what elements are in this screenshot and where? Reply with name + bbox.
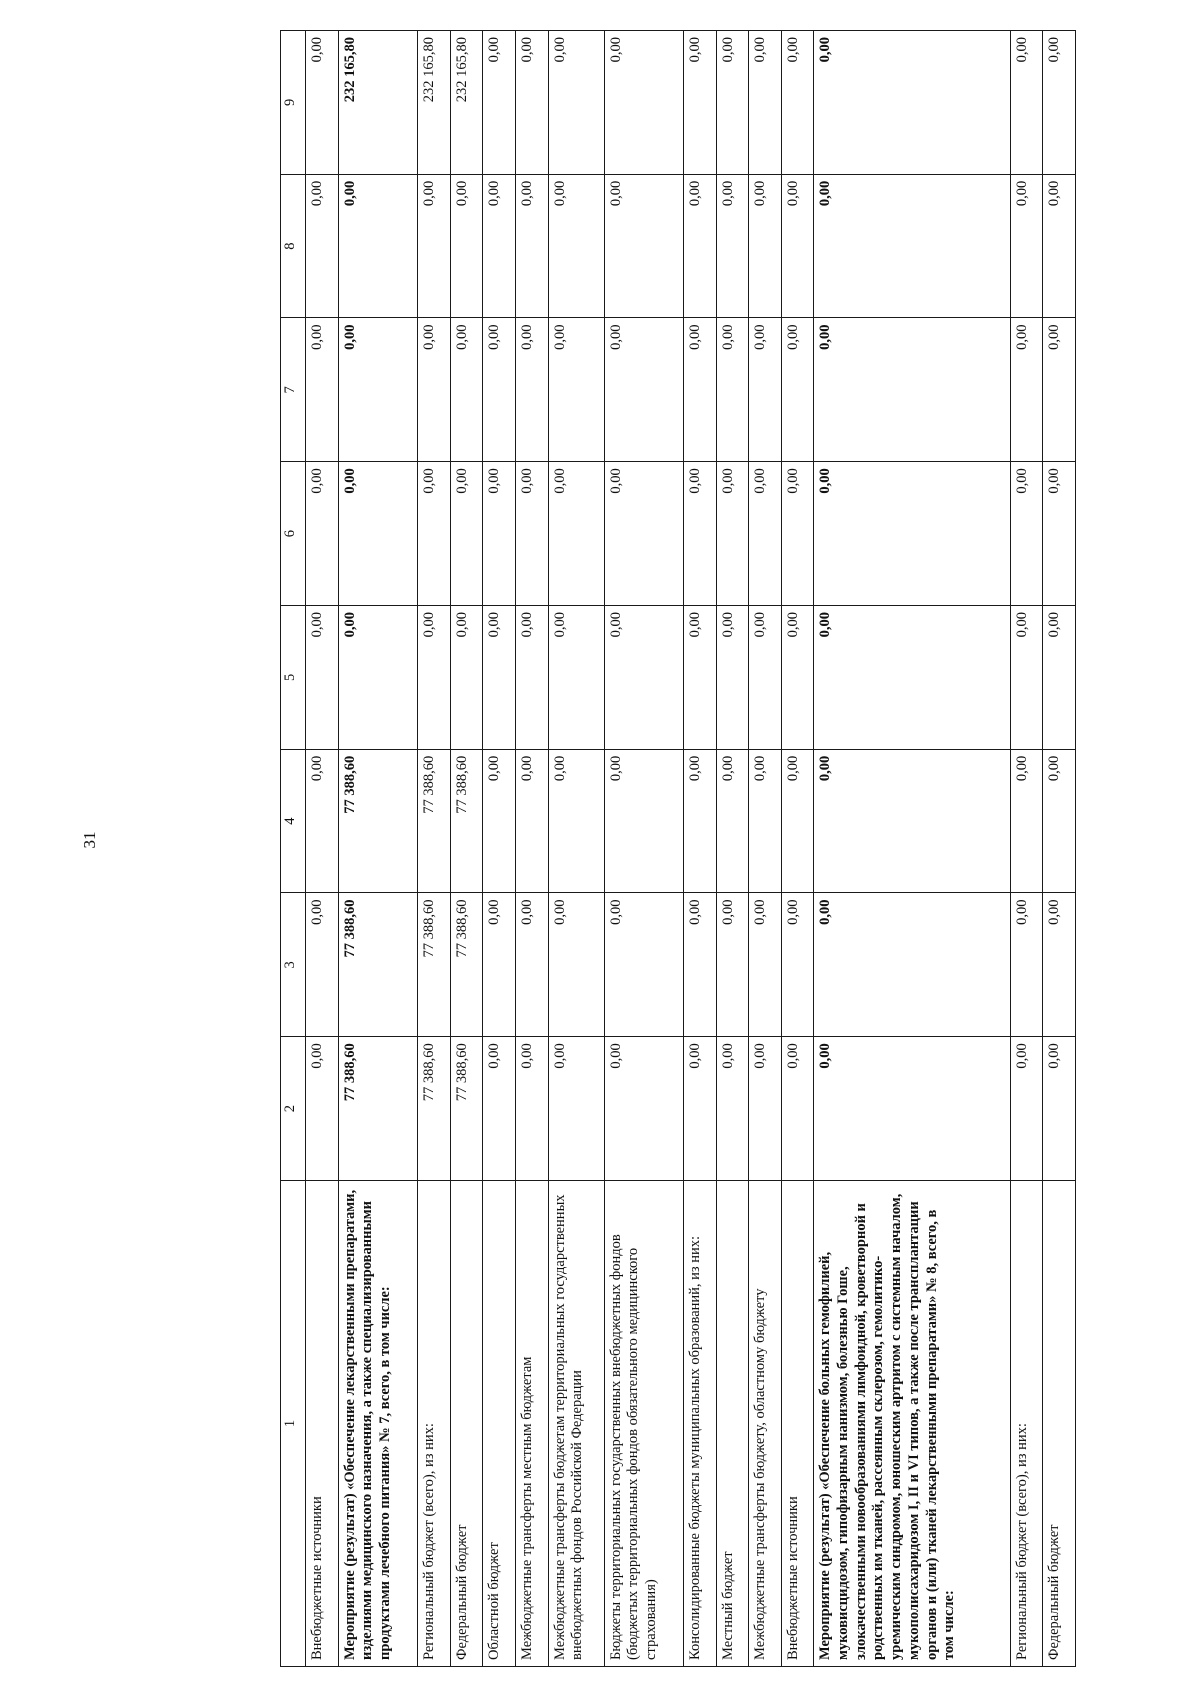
cell-value: 0,00 (515, 174, 548, 318)
cell-value: 0,00 (548, 462, 604, 606)
cell-value: 0,00 (483, 1037, 516, 1181)
cell-value: 0,00 (1043, 462, 1076, 606)
cell-value: 0,00 (306, 318, 339, 462)
cell-value: 0,00 (483, 893, 516, 1037)
cell-value: 0,00 (716, 174, 749, 318)
cell-value: 232 165,80 (418, 31, 451, 175)
cell-value: 0,00 (338, 462, 417, 606)
cell-value: 0,00 (683, 318, 716, 462)
cell-value: 0,00 (515, 318, 548, 462)
cell-value: 0,00 (306, 31, 339, 175)
cell-value: 232 165,80 (338, 31, 417, 175)
cell-value: 0,00 (604, 318, 683, 462)
table-row (683, 31, 716, 1667)
cell-value: 0,00 (683, 749, 716, 893)
cell-value: 0,00 (604, 462, 683, 606)
cell-value: 77 388,60 (418, 893, 451, 1037)
column-header-1: 1 (281, 1181, 306, 1667)
row-label: Федеральный бюджет (1043, 1181, 1076, 1667)
cell-value: 0,00 (716, 893, 749, 1037)
cell-value: 0,00 (716, 606, 749, 750)
cell-value: 0,00 (781, 893, 814, 1037)
cell-value: 0,00 (548, 31, 604, 175)
cell-value: 0,00 (418, 606, 451, 750)
table-row (418, 31, 451, 1667)
table-row (814, 31, 1010, 1667)
cell-value: 0,00 (1043, 893, 1076, 1037)
cell-value: 0,00 (515, 1037, 548, 1181)
cell-value: 77 388,60 (338, 893, 417, 1037)
cell-value: 0,00 (604, 31, 683, 175)
cell-value: 0,00 (716, 31, 749, 175)
cell-value: 0,00 (1010, 1037, 1043, 1181)
cell-value: 0,00 (749, 462, 782, 606)
budget-table-container (280, 31, 1076, 1667)
cell-value: 0,00 (683, 606, 716, 750)
cell-value: 0,00 (749, 31, 782, 175)
cell-value: 0,00 (548, 749, 604, 893)
cell-value: 77 388,60 (450, 749, 483, 893)
table-header-row (281, 31, 306, 1667)
cell-value: 0,00 (306, 462, 339, 606)
cell-value: 0,00 (1043, 1037, 1076, 1181)
cell-value: 0,00 (418, 318, 451, 462)
cell-value: 0,00 (814, 318, 1010, 462)
cell-value: 0,00 (1043, 749, 1076, 893)
table-row (604, 31, 683, 1667)
row-label: Бюджеты территориальных государственных внебюджетных фондов (бюджетых территориальных фондов обязательного медицинского страхования) (604, 1181, 683, 1667)
table-row (306, 31, 339, 1667)
column-header-6: 6 (281, 462, 306, 606)
cell-value: 0,00 (683, 1037, 716, 1181)
cell-value: 0,00 (814, 1037, 1010, 1181)
cell-value: 0,00 (450, 318, 483, 462)
cell-value: 0,00 (683, 893, 716, 1037)
cell-value: 0,00 (781, 1037, 814, 1181)
cell-value: 0,00 (683, 31, 716, 175)
cell-value: 0,00 (548, 1037, 604, 1181)
row-label: Внебюджетные источники (781, 1181, 814, 1667)
cell-value: 0,00 (781, 606, 814, 750)
budget-table (280, 30, 1076, 1667)
table-row (548, 31, 604, 1667)
cell-value: 0,00 (814, 31, 1010, 175)
cell-value: 0,00 (338, 318, 417, 462)
cell-value: 0,00 (683, 174, 716, 318)
row-label: Региональный бюджет (всего), из них: (418, 1181, 451, 1667)
row-label: Региональный бюджет (всего), из них: (1010, 1181, 1043, 1667)
cell-value: 0,00 (306, 606, 339, 750)
cell-value: 0,00 (604, 749, 683, 893)
cell-value: 77 388,60 (418, 1037, 451, 1181)
row-label: Межбюджетные трансферты местным бюджетам (515, 1181, 548, 1667)
row-label: Областной бюджет (483, 1181, 516, 1667)
table-row (781, 31, 814, 1667)
cell-value: 0,00 (781, 749, 814, 893)
cell-value: 77 388,60 (450, 1037, 483, 1181)
cell-value: 0,00 (1010, 318, 1043, 462)
cell-value: 0,00 (814, 893, 1010, 1037)
cell-value: 0,00 (781, 318, 814, 462)
row-label: Мероприятие (результат) «Обеспечение лекарственными препаратами, изделиями медицинского назначения, а также специализированными продуктами лечебного питания» № 7, всего, в том числе: (338, 1181, 417, 1667)
table-row (1010, 31, 1043, 1667)
cell-value: 0,00 (483, 174, 516, 318)
cell-value: 0,00 (1043, 606, 1076, 750)
cell-value: 0,00 (1043, 318, 1076, 462)
cell-value: 0,00 (749, 1037, 782, 1181)
cell-value: 0,00 (515, 606, 548, 750)
cell-value: 0,00 (781, 462, 814, 606)
cell-value: 0,00 (1043, 31, 1076, 175)
cell-value: 0,00 (604, 174, 683, 318)
cell-value: 0,00 (548, 606, 604, 750)
cell-value: 0,00 (515, 462, 548, 606)
cell-value: 0,00 (1043, 174, 1076, 318)
cell-value: 0,00 (450, 174, 483, 318)
column-header-2: 2 (281, 1037, 306, 1181)
cell-value: 0,00 (515, 749, 548, 893)
cell-value: 0,00 (683, 462, 716, 606)
row-label: Межбюджетные трансферты бюджету, областному бюджету (749, 1181, 782, 1667)
row-label: Межбюджетные трансферты бюджетам территориальных государственных внебюджетных фондов Российской Федерации (548, 1181, 604, 1667)
cell-value: 0,00 (483, 749, 516, 893)
cell-value: 0,00 (338, 174, 417, 318)
cell-value: 232 165,80 (450, 31, 483, 175)
cell-value: 0,00 (483, 318, 516, 462)
cell-value: 0,00 (604, 606, 683, 750)
row-label: Федеральный бюджет (450, 1181, 483, 1667)
cell-value: 0,00 (814, 606, 1010, 750)
row-label: Мероприятие (результат) «Обеспечение больных гемофилией, муковисцидозом, гипофизарным нанизмом, болезнью Гоше, злокачественными новообразованиями лимфоидной, кроветворной и родственных им тканей, рассеянным склерозом, гемолитико-уремическим синдромом, юношеским артритом с системным началом, мукополисахаридозом I, II и VI типов, а также после трансплантации органов и (или) тканей лекарственными препаратами» № 8, всего, в том числе: (814, 1181, 1010, 1667)
table-row (716, 31, 749, 1667)
cell-value: 0,00 (716, 462, 749, 606)
cell-value: 0,00 (1010, 893, 1043, 1037)
cell-value: 0,00 (450, 462, 483, 606)
column-header-8: 8 (281, 174, 306, 318)
cell-value: 0,00 (1010, 606, 1043, 750)
cell-value: 0,00 (338, 606, 417, 750)
table-row (338, 31, 417, 1667)
column-header-5: 5 (281, 606, 306, 750)
cell-value: 0,00 (483, 31, 516, 175)
cell-value: 0,00 (548, 893, 604, 1037)
table-row (483, 31, 516, 1667)
cell-value: 0,00 (814, 462, 1010, 606)
cell-value: 0,00 (604, 1037, 683, 1181)
cell-value: 0,00 (749, 749, 782, 893)
page-number: 31 (80, 831, 99, 849)
cell-value: 0,00 (781, 31, 814, 175)
cell-value: 0,00 (306, 893, 339, 1037)
cell-value: 0,00 (548, 174, 604, 318)
cell-value: 0,00 (781, 174, 814, 318)
column-header-9: 9 (281, 31, 306, 175)
table-row (450, 31, 483, 1667)
cell-value: 0,00 (306, 1037, 339, 1181)
cell-value: 77 388,60 (338, 1037, 417, 1181)
column-header-3: 3 (281, 893, 306, 1037)
row-label: Местный бюджет (716, 1181, 749, 1667)
cell-value: 77 388,60 (338, 749, 417, 893)
cell-value: 0,00 (418, 174, 451, 318)
cell-value: 0,00 (716, 749, 749, 893)
cell-value: 0,00 (604, 893, 683, 1037)
cell-value: 0,00 (548, 318, 604, 462)
row-label: Консолидированные бюджеты муниципальных образований, из них: (683, 1181, 716, 1667)
table-row (749, 31, 782, 1667)
cell-value: 0,00 (716, 318, 749, 462)
cell-value: 0,00 (418, 462, 451, 606)
cell-value: 0,00 (716, 1037, 749, 1181)
table-body (306, 31, 1076, 1667)
column-header-7: 7 (281, 318, 306, 462)
cell-value: 0,00 (749, 606, 782, 750)
cell-value: 0,00 (749, 318, 782, 462)
cell-value: 0,00 (1010, 749, 1043, 893)
cell-value: 0,00 (1010, 174, 1043, 318)
cell-value: 0,00 (483, 606, 516, 750)
cell-value: 0,00 (1010, 31, 1043, 175)
cell-value: 0,00 (749, 174, 782, 318)
cell-value: 0,00 (306, 749, 339, 893)
cell-value: 0,00 (483, 462, 516, 606)
cell-value: 0,00 (814, 174, 1010, 318)
cell-value: 0,00 (306, 174, 339, 318)
cell-value: 77 388,60 (418, 749, 451, 893)
cell-value: 77 388,60 (450, 893, 483, 1037)
row-label: Внебюджетные источники (306, 1181, 339, 1667)
cell-value: 0,00 (749, 893, 782, 1037)
table-row (515, 31, 548, 1667)
cell-value: 0,00 (814, 749, 1010, 893)
column-header-4: 4 (281, 749, 306, 893)
cell-value: 0,00 (515, 893, 548, 1037)
cell-value: 0,00 (450, 606, 483, 750)
cell-value: 0,00 (1010, 462, 1043, 606)
cell-value: 0,00 (515, 31, 548, 175)
table-row (1043, 31, 1076, 1667)
